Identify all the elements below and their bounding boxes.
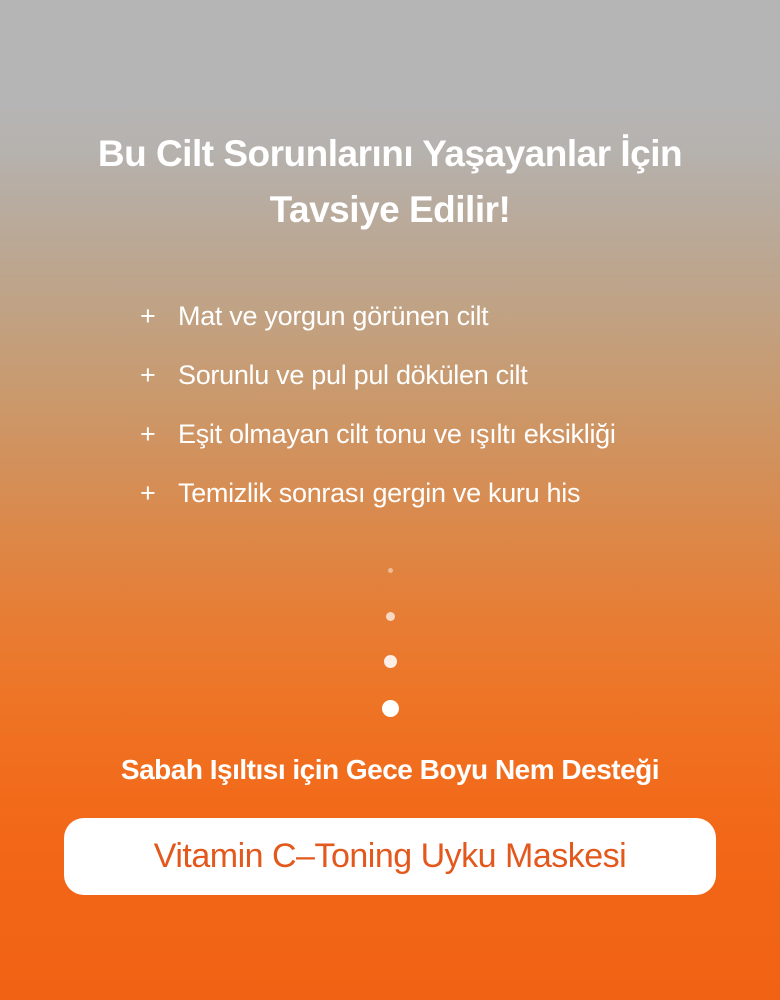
plus-marker-icon: +	[140, 419, 156, 449]
separator-dot-medium	[386, 612, 395, 621]
concern-text: Mat ve yorgun görünen cilt	[178, 301, 489, 331]
plus-marker-icon: +	[140, 360, 156, 390]
list-item	[140, 478, 616, 508]
separator-dot-large	[384, 655, 397, 668]
concern-text: Eşit olmayan cilt tonu ve ışıltı eksikliği	[178, 419, 616, 449]
banner-title	[0, 126, 780, 238]
plus-marker-icon: +	[140, 478, 156, 508]
separator-dot-small	[388, 568, 393, 573]
separator-dot-largest	[382, 700, 399, 717]
banner-title-line2: Tavsiye Edilir!	[269, 189, 511, 230]
list-item	[140, 301, 616, 331]
list-item	[140, 360, 616, 390]
concern-text: Temizlik sonrası gergin ve kuru his	[178, 478, 581, 508]
tagline: Sabah Işıltısı için Gece Boyu Nem Desteği	[120, 754, 660, 785]
skin-concern-list	[140, 301, 616, 537]
plus-marker-icon: +	[140, 301, 156, 331]
list-item	[140, 419, 616, 449]
product-name-button[interactable]: Vitamin C–Toning Uyku Maskesi	[64, 818, 716, 895]
banner-title-line1: Bu Cilt Sorunlarını Yaşayanlar İçin	[97, 133, 683, 174]
concern-text: Sorunlu ve pul pul dökülen cilt	[178, 360, 528, 390]
